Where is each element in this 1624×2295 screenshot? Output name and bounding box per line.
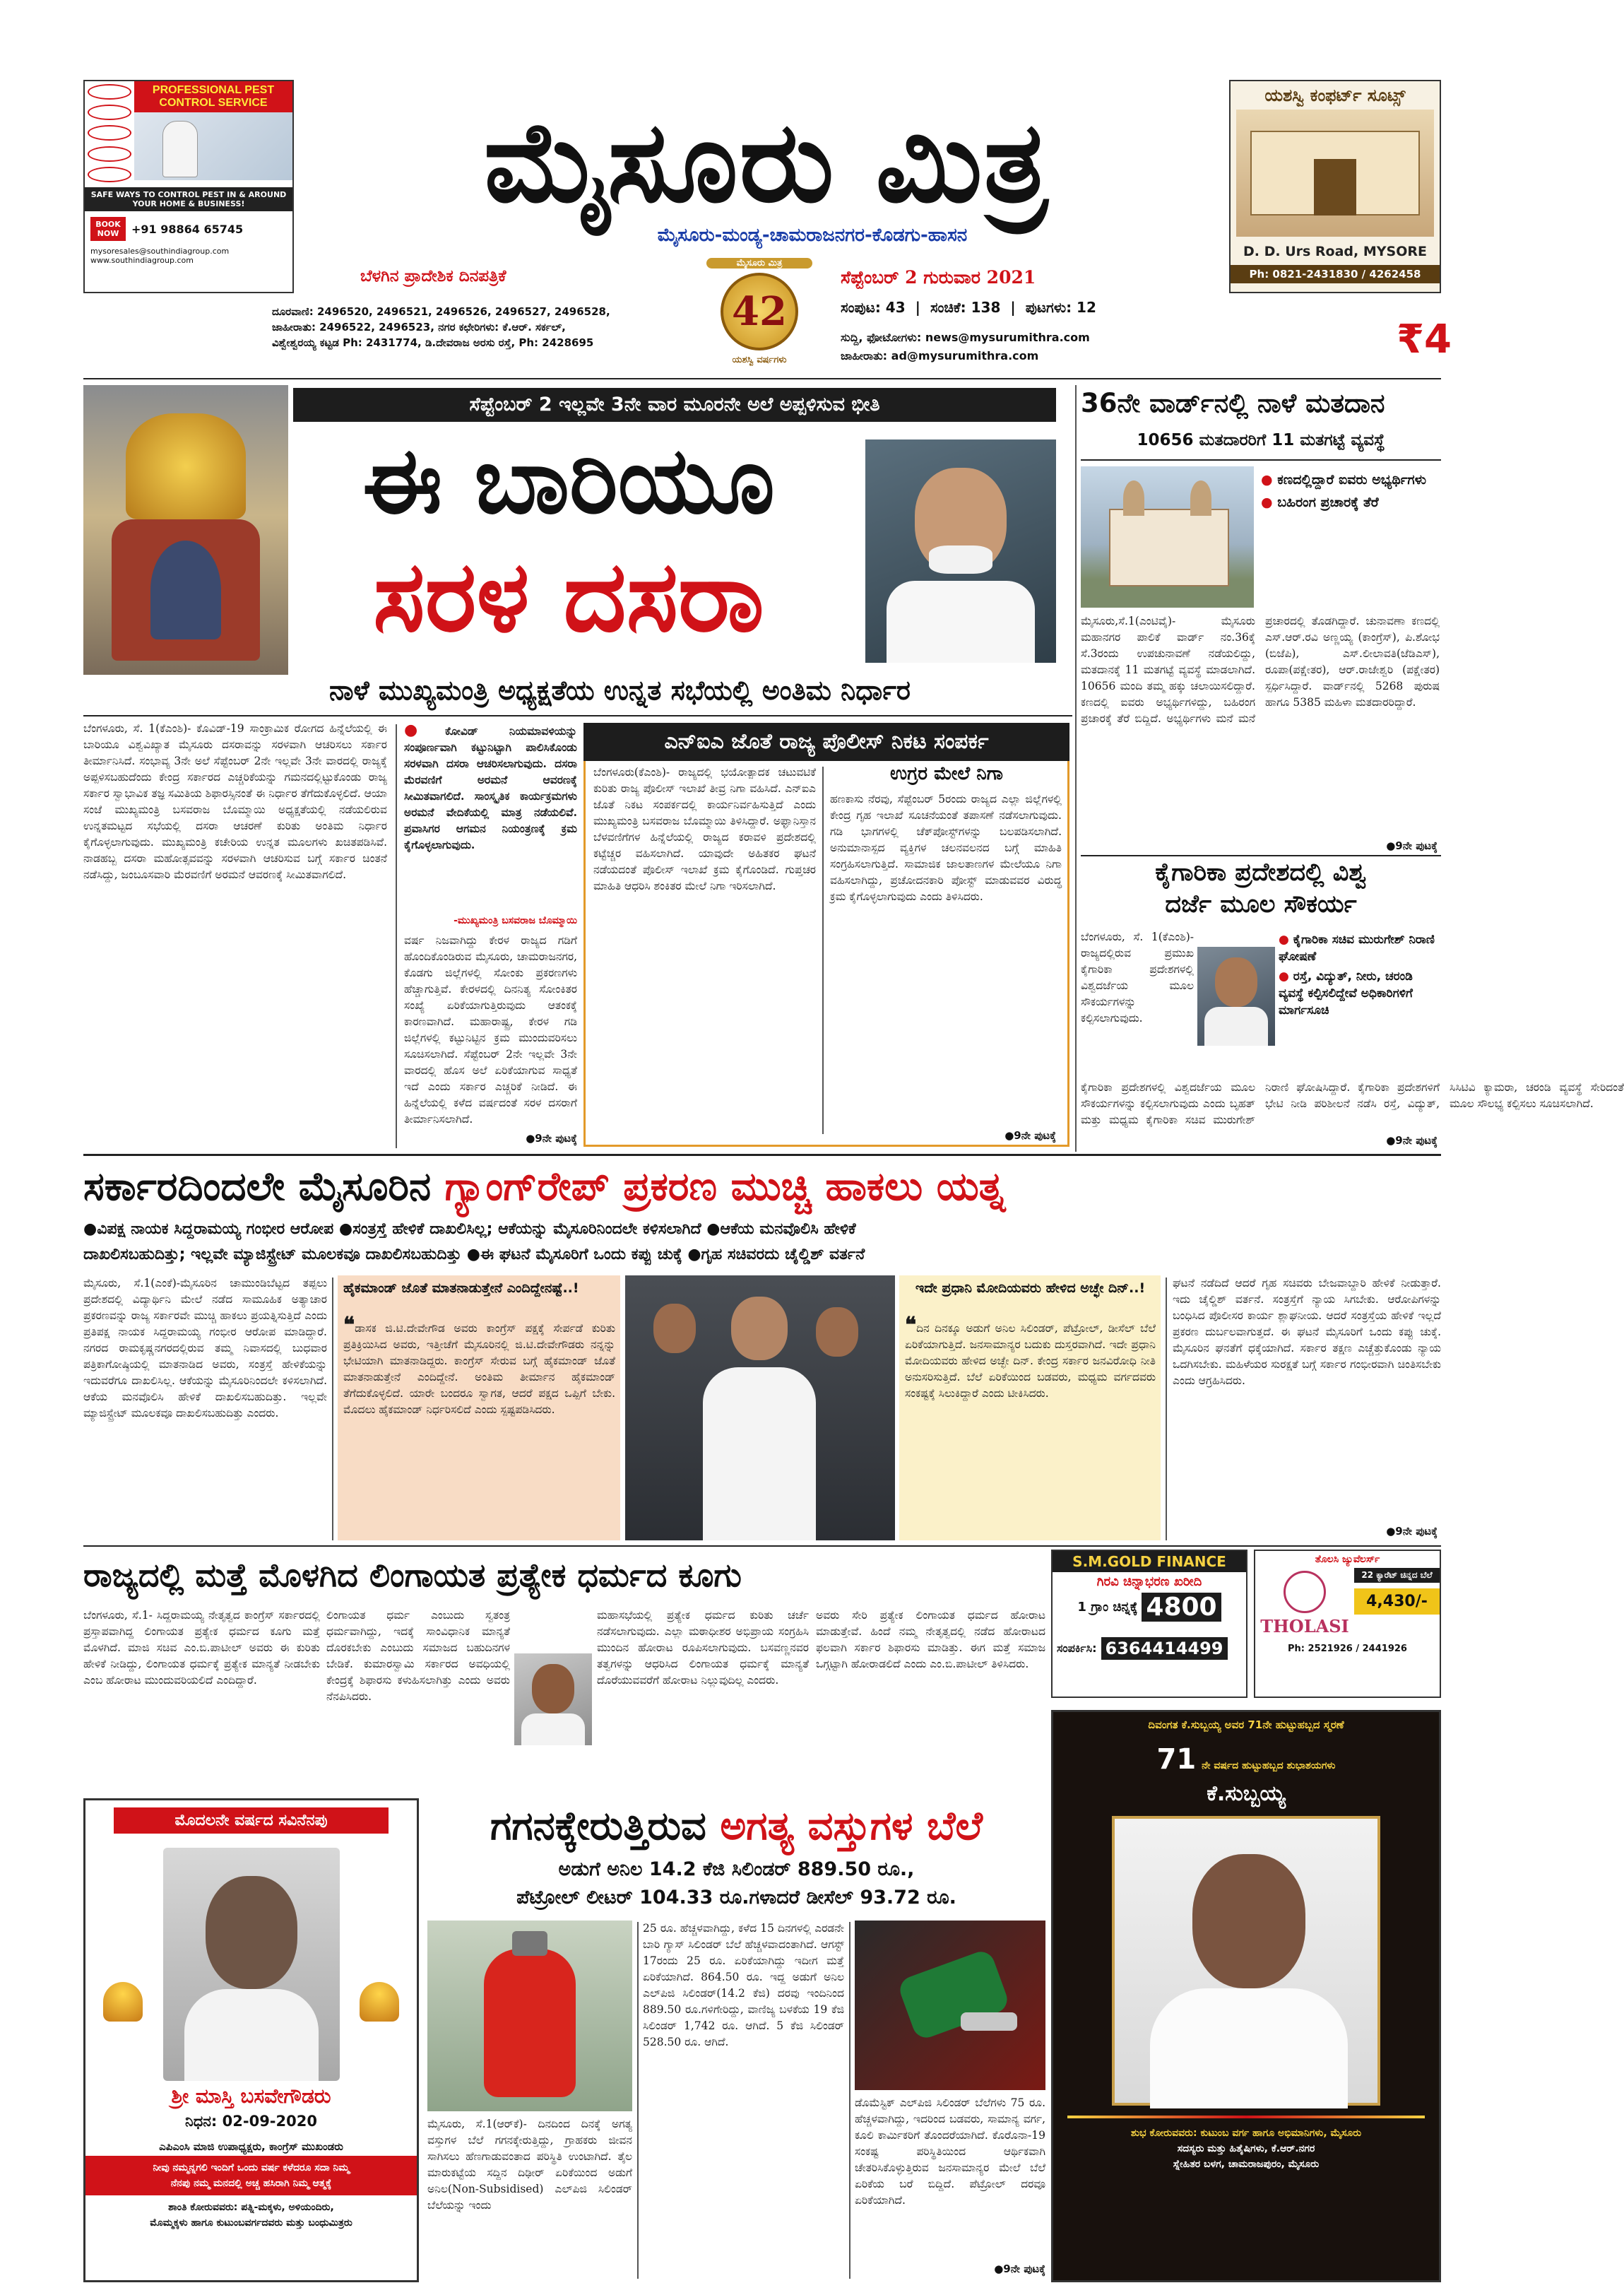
gang-bullets-1: ●ವಿಪಕ್ಷ ನಾಯಕ ಸಿದ್ದರಾಮಯ್ಯ ಗಂಭೀರ ಆರೋಪ ●ಸಂತ್ರಸ್ತೆ ಹೇಳಿಕೆ ದಾಖಲಿಸಿಲ್ಲ; ಆಕೆಯನ್ನು ಮೈಸೂರಿನಿಂದಲೇ ಕಳಿಸಲಾಗಿದೆ ●ಆಕೆಯ ಮನವೊಲಿಸಿ ಹೇಳಿಕೆ bbox=[83, 1220, 856, 1238]
dasara-elephant-photo bbox=[83, 385, 288, 675]
subbaiah-footer-1: ಶುಭ ಕೋರುವವರು: ಕುಟುಂಬ ವರ್ಗ ಹಾಗೂ ಅಭಿಮಾನಿಗಳು, ಮೈಸೂರು bbox=[1130, 2128, 1362, 2139]
ward-bullets bbox=[1261, 470, 1441, 515]
pest-book-button[interactable]: BOOK NOW bbox=[90, 217, 126, 241]
sm-gold-line: ಗಿರವಿ ಚಿನ್ನಾಭರಣ ಖರೀದಿ bbox=[1096, 1574, 1202, 1589]
memorial-msg-1: ನೀವು ನಮ್ಮನ್ನಗಲಿ ಇಂದಿಗೆ ಒಂದು ವರ್ಷ ಕಳೆದರೂ ಸದಾ ನಿಮ್ಮ bbox=[153, 2162, 350, 2173]
ward-bullet-2: ● ಬಹಿರಂಗ ಪ್ರಚಾರಕ್ಕೆ ತೆರೆ bbox=[1261, 495, 1379, 510]
gang-col4-text: ಘಟನೆ ನಡೆದಿದೆ ಆದರೆ ಗೃಹ ಸಚಿವರು ಬೇಜವಾಬ್ದಾರಿ ಹೇಳಿಕೆ ನೀಡುತ್ತಾರೆ. ಇದು ಚೈಲ್ಡಿಶ್ ವರ್ತನೆ. ಸಂತ್ರಸ್ತೆಗೆ ನ್ಯಾಯ ಸಿಗಬೇಕು. ಆರೋಪಿಗಳನ್ನು ಬಂಧಿಸಿದ ಪೊಲೀಸರ ಕಾರ್ಯ ಶ್ಲಾಘನೀಯ. ಆದರೆ ಸಂತ್ರಸ್ತೆಯ ಹೇಳಿಕೆ ಇಲ್ಲದೆ ಪ್ರಕರಣ ದುರ್ಬಲವಾಗುತ್ತದೆ. ಈ ಘಟನೆ ಮೈಸೂರಿಗೆ ಒಂದು ಕಪ್ಪು ಚುಕ್ಕೆ. ಮೈಸೂರಿನ ಘನತೆಗೆ ಧಕ್ಕೆಯಾಗಿದೆ. ಸರ್ಕಾರ ತಕ್ಷಣ ಎಚ್ಚೆತ್ತುಕೊಂಡು ನ್ಯಾಯ ಒದಗಿಸಬೇಕು. ಮಹಿಳೆಯರ ಸುರಕ್ಷತೆ ಬಗ್ಗೆ ಸರ್ಕಾರ ಗಂಭೀರವಾಗಿ ಚಿಂತಿಸಬೇಕು ಎಂದು ಆಗ್ರಹಿಸಿದರು. bbox=[1173, 1277, 1441, 1387]
anniversary-top: ಮೈಸೂರು ಮಿತ್ರ bbox=[706, 258, 812, 269]
lingayat-col1 bbox=[83, 1607, 320, 1795]
memorial-lamp-right-icon bbox=[360, 1982, 399, 2022]
subbaiah-portrait bbox=[1112, 1816, 1380, 2106]
gang-box2-body: ದಿನ ದಿನಕ್ಕೂ ಅಡುಗೆ ಅನಿಲ ಸಿಲಿಂಡರ್, ಪೆಟ್ರೋಲ್, ಡೀಸೆಲ್ ಬೆಲೆ ಏರಿಕೆಯಾಗುತ್ತಿದೆ. ಜನಸಾಮಾನ್ಯರ ಬದುಕು ದುಸ್ತರವಾಗಿದೆ. ಇದೇ ಪ್ರಧಾನಿ ಮೋದಿಯವರು ಹೇಳಿದ ಅಚ್ಛೇ ದಿನ್. ಕೇಂದ್ರ ಸರ್ಕಾರ ಜನವಿರೋಧಿ ನೀತಿ ಅನುಸರಿಸುತ್ತಿದೆ. ಬೆಲೆ ಏರಿಕೆಯಿಂದ ಬಡವರು, ಮಧ್ಯಮ ವರ್ಗದವರು ಸಂಕಷ್ಟಕ್ಕೆ ಸಿಲುಕಿದ್ದಾರೆ ಎಂದು ಟೀಕಿಸಿದರು. bbox=[905, 1322, 1156, 1400]
lingayat-col4-text: ಅವರು ಸೇರಿ ಪ್ರತ್ಯೇಕ ಲಿಂಗಾಯತ ಧರ್ಮದ ಹೋರಾಟ ಮಾಡುತ್ತೇವೆ. ಹಿಂದೆ ನಮ್ಮ ನೇತೃತ್ವದಲ್ಲಿ ನಡೆದ ಹೋರಾಟದ ಫಲವಾಗಿ ಸರ್ಕಾರ ಶಿಫಾರಸು ಮಾಡಿತ್ತು. ಈಗ ಮತ್ತೆ ಸಮಾಜ ಒಗ್ಗಟ್ಟಾಗಿ ಹೋರಾಡಲಿದೆ ಎಂದು ಎಂ.ಬಿ.ಪಾಟೀಲ್ ತಿಳಿಸಿದರು. bbox=[816, 1609, 1045, 1670]
tholasi-offer: 22 ಕ್ಯಾರೆಟ್ ಚಿನ್ನದ ಬೆಲೆ bbox=[1354, 1568, 1440, 1583]
pest-web: www.southindiagroup.com bbox=[90, 256, 194, 265]
prices-byline: ●9ನೇ ಪುಟಕ್ಕೆ bbox=[994, 2262, 1045, 2275]
sm-gold-title: S.M.GOLD FINANCE bbox=[1053, 1551, 1246, 1572]
lead-byline: ●9ನೇ ಪುಟಕ್ಕೆ bbox=[526, 1132, 577, 1145]
lingayat-col2 bbox=[326, 1607, 510, 1795]
prices-headline bbox=[427, 1798, 1045, 1855]
lingayat-col1-text: ಬೆಂಗಳೂರು, ಸೆ.1- ಸಿದ್ದರಾಮಯ್ಯ ನೇತೃತ್ವದ ಕಾಂಗ್ರೆಸ್ ಸರ್ಕಾರದಲ್ಲಿ ಪ್ರಸ್ತಾಪವಾಗಿದ್ದ ಲಿಂಗಾಯತ ಪ್ರತ್ಯೇಕ ಧರ್ಮದ ಕೂಗು ಮತ್ತೆ ಮೊಳಗಿದೆ. ಮಾಜಿ ಸಚಿವ ಎಂ.ಬಿ.ಪಾಟೀಲ್ ಅವರು ಈ ಕುರಿತು ಹೇಳಿಕೆ ನೀಡಿದ್ದು, ಲಿಂಗಾಯತ ಧರ್ಮಕ್ಕೆ ಪ್ರತ್ಯೇಕ ಮಾನ್ಯತೆ ನೀಡಬೇಕು ಎಂಬ ಹೋರಾಟ ಮುಂದುವರಿಯಲಿದೆ ಎಂದಿದ್ದಾರೆ. bbox=[83, 1609, 320, 1687]
nia-subhead: ಉಗ್ರರ ಮೇಲೆ ನಿಗಾ bbox=[890, 763, 1003, 784]
memorial-portrait bbox=[163, 1848, 340, 2081]
mcc-building-photo bbox=[1081, 466, 1254, 608]
nia-byline: ●9ನೇ ಪುಟಕ್ಕೆ bbox=[1004, 1129, 1056, 1142]
siddaramaiah-press-photo bbox=[625, 1275, 895, 1540]
tholasi-name: THOLASI bbox=[1260, 1616, 1349, 1636]
memorial-banner: ಮೊದಲನೇ ವರ್ಷದ ಸವಿನೆನಪು bbox=[114, 1807, 389, 1834]
issue-info: ಸಂಪುಟ: 43 | ಸಂಚಿಕೆ: 138 | ಪುಟಗಳು: 12 bbox=[841, 299, 1096, 316]
anniversary-bottom: ಯಶಸ್ವಿ ವರ್ಷಗಳು bbox=[732, 355, 787, 365]
subbaiah-subtitle: ನೇ ವರ್ಷದ ಹುಟ್ಟುಹಬ್ಬದ ಶುಭಾಶಯಗಳು bbox=[1202, 1760, 1336, 1771]
lead-col2-intro: ●ಕೋವಿಡ್ ನಿಯಮಾವಳಿಯನ್ನು ಸಂಪೂರ್ಣವಾಗಿ ಕಟ್ಟುನಿಟ್ಟಾಗಿ ಪಾಲಿಸಿಕೊಂಡು ಸರಳವಾಗಿ ದಸರಾ ಆಚರಿಸಲಾಗುವುದು. ದಸರಾ ಮೆರವಣಿಗೆ ಅರಮನೆ ಆವರಣಕ್ಕೆ ಸೀಮಿತವಾಗಲಿದೆ. ಸಾಂಸ್ಕೃತಿಕ ಕಾರ್ಯಕ್ರಮಗಳು ಅರಮನೆ ವೇದಿಕೆಯಲ್ಲಿ ಮಾತ್ರ ನಡೆಯಲಿವೆ. ಪ್ರವಾಸಿಗರ ಆಗಮನ ನಿಯಂತ್ರಣಕ್ಕೆ ಕ್ರಮ ಕೈಗೊಳ್ಳಲಾಗುವುದು. bbox=[404, 721, 578, 851]
fuel-nozzle-photo bbox=[855, 1921, 1045, 2090]
pest-ad-title: PROFESSIONAL PEST CONTROL SERVICE bbox=[134, 81, 292, 112]
subbaiah-footer-2: ಸದಸ್ಯರು ಮತ್ತು ಹಿತೈಷಿಗಳು, ಕೆ.ಆರ್.ನಗರ bbox=[1177, 2143, 1315, 2154]
pest-ad-photo bbox=[134, 112, 292, 180]
volume: ಸಂಪುಟ: 43 bbox=[841, 299, 906, 316]
anniversary-number: 42 bbox=[732, 288, 787, 335]
phones-line-2: ಜಾಹೀರಾತು: 2496522, 2496523, ನಗರ ಕಛೇರಿಗಳು: ಕೆ.ಆರ್. ಸರ್ಕಲ್, bbox=[272, 321, 566, 334]
tholasi-sub: ತೊಲಸಿ ಜ್ಯುವೆಲರ್ಸ್ bbox=[1315, 1554, 1380, 1565]
lingayat-col3-text: ಮಹಾಸಭೆಯಲ್ಲಿ ಪ್ರತ್ಯೇಕ ಧರ್ಮದ ಕುರಿತು ಚರ್ಚೆ ನಡೆಸಲಾಗುವುದು. ಎಲ್ಲಾ ಮಠಾಧೀಶರ ಅಭಿಪ್ರಾಯ ಸಂಗ್ರಹಿಸಿ ಮುಂದಿನ ಹೋರಾಟ ರೂಪಿಸಲಾಗುವುದು. ಬಸವಣ್ಣನವರ ತತ್ವಗಳನ್ನು ಆಧರಿಸಿದ ಲಿಂಗಾಯತ ಧರ್ಮಕ್ಕೆ ಮಾನ್ಯತೆ ದೊರೆಯುವವರೆಗೆ ಹೋರಾಟ ನಿಲ್ಲುವುದಿಲ್ಲ ಎಂದರು. bbox=[597, 1609, 809, 1687]
pest-email: mysoresales@southindiagroup.com bbox=[90, 247, 230, 256]
ward-bullet-2-text: ಬಹಿರಂಗ ಪ್ರಚಾರಕ್ಕೆ ತೆರೆ bbox=[1277, 495, 1379, 510]
prices-sub-1: ಅಡುಗೆ ಅನಿಲ 14.2 ಕೆಜಿ ಸಿಲಿಂಡರ್ 889.50 ರೂ., bbox=[558, 1858, 915, 1880]
tholasi-price: 4,430/- bbox=[1354, 1588, 1440, 1615]
mb-patil-photo bbox=[514, 1653, 592, 1745]
minister-nirani-photo bbox=[1197, 947, 1275, 1046]
industrial-intro bbox=[1081, 929, 1194, 1078]
email-ad: ಜಾಹೀರಾತು: ad@mysurumithra.com bbox=[841, 349, 1039, 362]
lead-col2-quote-by: -ಮುಖ್ಯಮಂತ್ರಿ ಬಸವರಾಜ ಬೊಮ್ಮಾಯಿ bbox=[454, 915, 577, 926]
prices-headline-black: ಗಗನಕ್ಕೇರುತ್ತಿರುವ bbox=[490, 1803, 706, 1849]
lead-column-1 bbox=[83, 721, 387, 1148]
nia-col2 bbox=[830, 791, 1062, 1129]
phones-line-3: ವಿಶ್ವೇಶ್ವರಯ್ಯ ಕಟ್ಟಡ Ph: 2431774, ಡಿ.ದೇವರಾಜ ಅರಸು ರಸ್ತೆ, Ph: 2428695 bbox=[272, 336, 594, 349]
memorial-ad bbox=[83, 1798, 419, 2282]
ward-byline: ●9ನೇ ಪುಟಕ್ಕೆ bbox=[1386, 839, 1438, 852]
lingayat-col4 bbox=[816, 1607, 1045, 1795]
memorial-role: ಎಪಿಎಂಸಿ ಮಾಜಿ ಉಪಾಧ್ಯಕ್ಷರು, ಕಾಂಗ್ರೆಸ್ ಮುಖಂಡರು bbox=[159, 2140, 343, 2153]
prices-headline-red: ಅಗತ್ಯ ವಸ್ತುಗಳ ಬೆಲೆ bbox=[720, 1803, 983, 1849]
gang-box1-title: ಹೈಕಮಾಂಡ್ ಜೊತೆ ಮಾತನಾಡುತ್ತೇನೆ ಎಂದಿದ್ದೇನಷ್ಟೆ..! bbox=[343, 1280, 579, 1296]
prices-col3-text: ಡೊಮೆಸ್ಟಿಕ್ ಎಲ್‌ಪಿಜಿ ಸಿಲಿಂಡರ್ ಬೆಲೆಗಳು 75 ರೂ. ಹೆಚ್ಚಳವಾಗಿದ್ದು, ಇದರಿಂದ ಬಡವರು, ಸಾಮಾನ್ಯ ವರ್ಗ, ಕೂಲಿ ಕಾರ್ಮಿಕರಿಗೆ ತೊಂದರೆಯಾಗಿದೆ. ಕೊರೊನಾ-19 ಸಂಕಷ್ಟ ಪರಿಸ್ಥಿತಿಯಿಂದ ಆರ್ಥಿಕವಾಗಿ ಚೇತರಿಸಿಕೊಳ್ಳುತ್ತಿರುವ ಜನಸಾಮಾನ್ಯರ ಮೇಲೆ ಬೆಲೆ ಏರಿಕೆಯ ಬರೆ ಬಿದ್ದಿದೆ. ಪೆಟ್ರೋಲ್ ದರವೂ ಏರಿಕೆಯಾಗಿದೆ. bbox=[855, 2096, 1045, 2207]
nia-kicker: ಎನ್‌ಐಎ ಜೊತೆ ರಾಜ್ಯ ಪೊಲೀಸ್ ನಿಕಟ ಸಂಪರ್ಕ bbox=[583, 723, 1069, 761]
gang-box1-text: ❝ಡಾಸಕ ಜಿ.ಟಿ.ದೇವೇಗೌಡ ಅವರು ಕಾಂಗ್ರೆಸ್ ಪಕ್ಷಕ್ಕೆ ಸೇರ್ಪಡೆ ಕುರಿತು ಪ್ರತಿಕ್ರಿಯಿಸಿದ ಅವರು, ಇತ್ತೀಚೆಗೆ ಮೈಸೂರಿನಲ್ಲಿ ಜಿ.ಟಿ.ದೇವೇಗೌಡರು ನನ್ನನ್ನು ಭೇಟಿಯಾಗಿ ಮಾತನಾಡಿದ್ದರು. ಕಾಂಗ್ರೆಸ್ ಸೇರುವ ಬಗ್ಗೆ ಹೈಕಮಾಂಡ್ ಜೊತೆ ಮಾತನಾಡುತ್ತೇನೆ ಎಂದಿದ್ದೇನೆ. ಅಂತಿಮ ತೀರ್ಮಾನ ಹೈಕಮಾಂಡ್ ತೆಗೆದುಕೊಳ್ಳಲಿದೆ. ಯಾರೇ ಬಂದರೂ ಸ್ವಾಗತ, ಆದರೆ ಪಕ್ಷದ ಒಪ್ಪಿಗೆ ಬೇಕು. ಮೊದಲು ಹೈಕಮಾಂಡ್ ನಿರ್ಧರಿಸಲಿದೆ ಎಂದು ಸ್ಪಷ್ಟಪಡಿಸಿದರು. bbox=[343, 1313, 615, 1416]
sm-gold-contact-label: ಸಂಪರ್ಕಿಸಿ: bbox=[1057, 1641, 1097, 1655]
lead-col2-body: ವರ್ಷ ನಿಜವಾಗಿದ್ದು ಕೇರಳ ರಾಜ್ಯದ ಗಡಿಗೆ ಹೊಂದಿಕೊಂಡಿರುವ ಮೈಸೂರು, ಚಾಮರಾಜನಗರ, ಕೊಡಗು ಜಿಲ್ಲೆಗಳಲ್ಲಿ ಸೋಂಕು ಪ್ರಕರಣಗಳು ಹೆಚ್ಚಾಗುತ್ತಿವೆ. ಕೇರಳದಲ್ಲಿ ದಿನನಿತ್ಯ ಸೋಂಕಿತರ ಸಂಖ್ಯೆ ಏರಿಕೆಯಾಗುತ್ತಿರುವುದು ಆತಂಕಕ್ಕೆ ಕಾರಣವಾಗಿದೆ. ಮಹಾರಾಷ್ಟ್ರ, ಕೇರಳ ಗಡಿ ಜಿಲ್ಲೆಗಳಲ್ಲಿ ಕಟ್ಟುನಿಟ್ಟಿನ ಕ್ರಮ ಮುಂದುವರಿಸಲು ಸೂಚಿಸಲಾಗಿದೆ. ಸೆಪ್ಟೆಂಬರ್ 2ನೇ ಇಲ್ಲವೇ 3ನೇ ವಾರದಲ್ಲಿ ಹೊಸ ಅಲೆ ಏರಿಕೆಯಾಗುವ ಸಾಧ್ಯತೆ ಇದೆ ಎಂದು ಸರ್ಕಾರ ಎಚ್ಚರಿಕೆ ನೀಡಿದೆ. ಈ ಹಿನ್ನೆಲೆಯಲ್ಲಿ ಕಳೆದ ವರ್ಷದಂತೆ ಸರಳ ದಸರಾಗೆ ತೀರ್ಮಾನಿಸಲಾಗಿದೆ. bbox=[404, 934, 577, 1126]
ward-bullet-1-text: ಕಣದಲ್ಲಿದ್ದಾರೆ ಐವರು ಅಭ್ಯರ್ಥಿಗಳು bbox=[1277, 472, 1427, 488]
sm-gold-gram: 1 ಗ್ರಾಂ ಚಿನ್ನಕ್ಕೆ bbox=[1077, 1600, 1138, 1615]
gang-byline: ●9ನೇ ಪುಟಕ್ಕೆ bbox=[1386, 1525, 1438, 1538]
anniversary-badge bbox=[706, 258, 812, 378]
prices-col2 bbox=[643, 1921, 844, 2277]
memorial-lamp-left-icon bbox=[103, 1982, 143, 2022]
sm-gold-rate: 4800 bbox=[1142, 1593, 1221, 1622]
prices-col1-text: ಮೈಸೂರು, ಸೆ.1(ಆರ್‌ಕೆ)- ದಿನದಿಂದ ದಿನಕ್ಕೆ ಅಗತ್ಯ ವಸ್ತುಗಳ ಬೆಲೆ ಗಗನಕ್ಕೇರುತ್ತಿದ್ದು, ಗ್ರಾಹಕರು ಜೀವನ ಸಾಗಿಸಲು ಹೆಣಗಾಡುವಂತಾದ ಪರಿಸ್ಥಿತಿ ಉಂಟಾಗಿದೆ. ತೈಲ ಮಾರುಕಟ್ಟೆಯ ಸದ್ದಿನ ದಿಢೀರ್ ಏರಿಕೆಯಿಂದ ಅಡುಗೆ ಅನಿಲ(Non-Subsidised) ಎಲ್‌ಪಿಜಿ ಸಿಲಿಂಡರ್ ಬೆಲೆಯನ್ನು ಇಂದು bbox=[427, 2118, 632, 2212]
pages: ಪುಟಗಳು: 12 bbox=[1025, 299, 1096, 316]
memorial-msg-2: ನೆನಪು ನಮ್ಮ ಮನದಲ್ಲಿ ಅಚ್ಚ ಹಸಿರಾಗಿ ನಿಮ್ಮ ಆತ್ಮಕ್ಕೆ bbox=[170, 2178, 332, 2189]
industrial-bullet-2: ● ರಸ್ತೆ, ವಿದ್ಯುತ್, ನೀರು, ಚರಂಡಿ ವ್ಯವಸ್ಥೆ ಕಲ್ಪಿಸಲಿದ್ದೇವೆ ಅಧಿಕಾರಿಗಳಿಗೆ ಮಾರ್ಗಸೂಚಿ bbox=[1279, 969, 1413, 1017]
gang-box1-body: ಡಾಸಕ ಜಿ.ಟಿ.ದೇವೇಗೌಡ ಅವರು ಕಾಂಗ್ರೆಸ್ ಪಕ್ಷಕ್ಕೆ ಸೇರ್ಪಡೆ ಕುರಿತು ಪ್ರತಿಕ್ರಿಯಿಸಿದ ಅವರು, ಇತ್ತೀಚೆಗೆ ಮೈಸೂರಿನಲ್ಲಿ ಜಿ.ಟಿ.ದೇವೇಗೌಡರು ನನ್ನನ್ನು ಭೇಟಿಯಾಗಿ ಮಾತನಾಡಿದ್ದರು. ಕಾಂಗ್ರೆಸ್ ಸೇರುವ ಬಗ್ಗೆ ಹೈಕಮಾಂಡ್ ಜೊತೆ ಮಾತನಾಡುತ್ತೇನೆ ಎಂದಿದ್ದೇನೆ. ಅಂತಿಮ ತೀರ್ಮಾನ ಹೈಕಮಾಂಡ್ ತೆಗೆದುಕೊಳ್ಳಲಿದೆ. ಯಾರೇ ಬಂದರೂ ಸ್ವಾಗತ, ಆದರೆ ಪಕ್ಷದ ಒಪ್ಪಿಗೆ ಬೇಕು. ಮೊದಲು ಹೈಕಮಾಂಡ್ ನಿರ್ಧರಿಸಲಿದೆ ಎಂದು ಸ್ಪಷ್ಟಪಡಿಸಿದರು. bbox=[343, 1322, 615, 1416]
gang-col1-text: ಮೈಸೂರು, ಸೆ.1(ಎಂಕೆ)-ಮೈಸೂರಿನ ಚಾಮುಂಡಿಬೆಟ್ಟದ ತಪ್ಪಲು ಪ್ರದೇಶದಲ್ಲಿ ವಿದ್ಯಾರ್ಥಿನಿ ಮೇಲೆ ನಡೆದ ಸಾಮೂಹಿಕ ಅತ್ಯಾಚಾರ ಪ್ರಕರಣವನ್ನು ರಾಜ್ಯ ಸರ್ಕಾರವೇ ಮುಚ್ಚಿ ಹಾಕಲು ಪ್ರಯತ್ನಿಸುತ್ತಿದೆ ಎಂದು ಪ್ರತಿಪಕ್ಷ ನಾಯಕ ಸಿದ್ದರಾಮಯ್ಯ ಗಂಭೀರ ಆರೋಪ ಮಾಡಿದ್ದಾರೆ. ನಗರದ ರಾಮಕೃಷ್ಣನಗರದಲ್ಲಿರುವ ತಮ್ಮ ನಿವಾಸದಲ್ಲಿ ಬುಧವಾರ ಪತ್ರಿಕಾಗೋಷ್ಠಿಯಲ್ಲಿ ಮಾತನಾಡಿದ ಅವರು, ಸಂತ್ರಸ್ತೆ ಹೇಳಿಕೆಯನ್ನು ಇದುವರೆಗೂ ದಾಖಲಿಸಿಲ್ಲ. ಆಕೆಯನ್ನು ಮೈಸೂರಿನಿಂದಲೇ ಕಳಿಸಲಾಗಿದೆ. ಆಕೆಯ ಮನವೊಲಿಸಿ ಹೇಳಿಕೆ ದಾಖಲಿಸಬಹುದಿತ್ತು. ಇಲ್ಲವೇ ಮ್ಯಾಜಿಸ್ಟ್ರೇಟ್ ಮೂಲಕವೂ ದಾಖಲಿಸಬಹುದಿತ್ತು ಎಂದರು. bbox=[83, 1277, 327, 1420]
prices-sub-2: ಪೆಟ್ರೋಲ್ ಲೀಟರ್ 104.33 ರೂ.ಗಳಾದರೆ ಡೀಸೆಲ್ 93.72 ರೂ. bbox=[516, 1887, 956, 1908]
industrial-bullet-2-text: ರಸ್ತೆ, ವಿದ್ಯುತ್, ನೀರು, ಚರಂಡಿ ವ್ಯವಸ್ಥೆ ಕಲ್ಪಿಸಲಿದ್ದೇವೆ ಅಧಿಕಾರಿಗಳಿಗೆ ಮಾರ್ಗಸೂಚಿ bbox=[1279, 969, 1413, 1017]
lead-col2-text bbox=[404, 933, 577, 1134]
lead-col2-intro-text: ಕೋವಿಡ್ ನಿಯಮಾವಳಿಯನ್ನು ಸಂಪೂರ್ಣವಾಗಿ ಕಟ್ಟುನಿಟ್ಟಾಗಿ ಪಾಲಿಸಿಕೊಂಡು ಸರಳವಾಗಿ ದಸರಾ ಆಚರಿಸಲಾಗುವುದು. ದಸರಾ ಮೆರವಣಿಗೆ ಅರಮನೆ ಆವರಣಕ್ಕೆ ಸೀಮಿತವಾಗಲಿದೆ. ಸಾಂಸ್ಕೃತಿಕ ಕಾರ್ಯಕ್ರಮಗಳು ಅರಮನೆ ವೇದಿಕೆಯಲ್ಲಿ ಮಾತ್ರ ನಡೆಯಲಿವೆ. ಪ್ರವಾಸಿಗರ ಆಗಮನ ನಿಯಂತ್ರಣಕ್ಕೆ ಕ್ರಮ ಕೈಗೊಳ್ಳಲಾಗುವುದು. bbox=[404, 724, 578, 851]
gang-col4 bbox=[1173, 1275, 1441, 1523]
gang-bullets-2: ದಾಖಲಿಸಬಹುದಿತ್ತು; ಇಲ್ಲವೇ ಮ್ಯಾಜಿಸ್ಟ್ರೇಟ್ ಮೂಲಕವೂ ದಾಖಲಿಸಬಹುದಿತ್ತು ●ಈ ಘಟನೆ ಮೈಸೂರಿಗೆ ಒಂದು ಕಪ್ಪು ಚುಕ್ಕೆ ●ಗೃಹ ಸಚಿವರದು ಚೈಲ್ಡಿಶ್ ವರ್ತನೆ bbox=[83, 1246, 865, 1263]
subbaiah-number: 71 bbox=[1156, 1743, 1197, 1776]
ward-text bbox=[1081, 613, 1440, 839]
nia-col2-text: ಹಣಕಾಸು ನೆರವು, ಸೆಪ್ಟೆಂಬರ್ 5ರಂದು ರಾಜ್ಯದ ಎಲ್ಲಾ ಜಿಲ್ಲೆಗಳಲ್ಲಿ ಕೇಂದ್ರ ಗೃಹ ಇಲಾಖೆ ಸೂಚನೆಯಂತೆ ತಪಾಸಣೆ ನಡೆಸಲಾಗುವುದು. ಗಡಿ ಭಾಗಗಳಲ್ಲಿ ಚೆಕ್‌ಪೋಸ್ಟ್‌ಗಳನ್ನು ಬಲಪಡಿಸಲಾಗಿದೆ. ಅನುಮಾನಾಸ್ಪದ ವ್ಯಕ್ತಿಗಳ ಚಲನವಲನದ ಬಗ್ಗೆ ಮಾಹಿತಿ ಸಂಗ್ರಹಿಸಲಾಗುತ್ತಿದೆ. ಸಾಮಾಜಿಕ ಜಾಲತಾಣಗಳ ಮೇಲೆಯೂ ನಿಗಾ ವಹಿಸಲಾಗಿದ್ದು, ಪ್ರಚೋದನಕಾರಿ ಪೋಸ್ಟ್ ಮಾಡುವವರ ವಿರುದ್ಧ ಕ್ರಮ ಕೈಗೊಳ್ಳಲಾಗುವುದು ಎಂದು ತಿಳಿಸಿದರು. bbox=[830, 793, 1062, 903]
yashaswi-ad bbox=[1229, 80, 1441, 293]
masthead-date: ಸೆಪ್ಟೆಂಬರ್ 2 ಗುರುವಾರ 2021 bbox=[841, 267, 1036, 288]
memorial-msg-3: ಶಾಂತಿ ಕೋರುವವರು: ಪತ್ನಿ-ಮಕ್ಕಳು, ಅಳಿಯಂದಿರು, bbox=[168, 2202, 334, 2213]
gang-headline bbox=[83, 1159, 1441, 1215]
subbaiah-name: ಕೆ.ಸುಬ್ಬಯ್ಯ bbox=[1207, 1781, 1286, 1806]
gang-box2-text: ❝ದಿನ ದಿನಕ್ಕೂ ಅಡುಗೆ ಅನಿಲ ಸಿಲಿಂಡರ್, ಪೆಟ್ರೋಲ್, ಡೀಸೆಲ್ ಬೆಲೆ ಏರಿಕೆಯಾಗುತ್ತಿದೆ. ಜನಸಾಮಾನ್ಯರ ಬದುಕು ದುಸ್ತರವಾಗಿದೆ. ಇದೇ ಪ್ರಧಾನಿ ಮೋದಿಯವರು ಹೇಳಿದ ಅಚ್ಛೇ ದಿನ್. ಕೇಂದ್ರ ಸರ್ಕಾರ ಜನವಿರೋಧಿ ನೀತಿ ಅನುಸರಿಸುತ್ತಿದೆ. ಬೆಲೆ ಏರಿಕೆಯಿಂದ ಬಡವರು, ಮಧ್ಯಮ ವರ್ಗದವರು ಸಂಕಷ್ಟಕ್ಕೆ ಸಿಲುಕಿದ್ದಾರೆ ಎಂದು ಟೀಕಿಸಿದರು. bbox=[905, 1313, 1156, 1400]
tholasi-ad bbox=[1254, 1550, 1441, 1698]
industrial-body: ಕೈಗಾರಿಕಾ ಪ್ರದೇಶಗಳಲ್ಲಿ ವಿಶ್ವದರ್ಜೆಯ ಮೂಲ ಸೌಕರ್ಯಗಳನ್ನು ಕಲ್ಪಿಸಲಾಗುವುದು ಎಂದು ಬೃಹತ್ ಮತ್ತು ಮಧ್ಯಮ ಕೈಗಾರಿಕಾ ಸಚಿವ ಮುರುಗೇಶ್ ನಿರಾಣಿ ಘೋಷಿಸಿದ್ದಾರೆ. ಕೈಗಾರಿಕಾ ಪ್ರದೇಶಗಳಿಗೆ ಭೇಟಿ ನೀಡಿ ಪರಿಶೀಲನೆ ನಡೆಸಿ ರಸ್ತೆ, ವಿದ್ಯುತ್, ಸಿಸಿಟಿವಿ ಕ್ಯಾಮರಾ, ಚರಂಡಿ ವ್ಯವಸ್ಥೆ ಸೇರಿದಂತೆ ಮೂಲ ಸೌಲಭ್ಯ ಕಲ್ಪಿಸಲು ಸೂಚಿಸಲಾಗಿದೆ. bbox=[1081, 1081, 1624, 1126]
ward-subhead: 10656 ಮತದಾರರಿಗೆ 11 ಮತಗಟ್ಟೆ ವ್ಯವಸ್ಥೆ bbox=[1137, 431, 1385, 449]
pest-ad-line: SAFE WAYS TO CONTROL PEST IN & AROUND YOUR HOME & BUSINESS! bbox=[85, 187, 292, 211]
nia-col1 bbox=[593, 765, 816, 1132]
chief-minister-photo bbox=[865, 439, 1056, 663]
contact-phones bbox=[272, 304, 696, 350]
memorial-name: ಶ್ರೀ ಮಾಸ್ತಿ ಬಸವೇಗೌಡರು bbox=[171, 2084, 331, 2108]
ward-headline: 36ನೇ ವಾರ್ಡ್‌ನಲ್ಲಿ ನಾಳೆ ಮತದಾನ bbox=[1081, 388, 1385, 418]
subbaiah-ad bbox=[1051, 1710, 1441, 2282]
pest-phone: +91 98864 65745 bbox=[131, 222, 244, 236]
subbaiah-banner: ದಿವಂಗತ ಕೆ.ಸುಬ್ಬಯ್ಯ ಅವರ 71ನೇ ಹುಟ್ಟುಹಬ್ಬದ ಸ್ಮರಣೆ bbox=[1148, 1718, 1344, 1731]
masthead-title: ಮೈಸೂರು ಮಿತ್ರ bbox=[484, 98, 1049, 228]
masthead-regions: ಮೈಸೂರು-ಮಂಡ್ಯ-ಚಾಮರಾಜನಗರ-ಕೊಡಗು-ಹಾಸನ bbox=[657, 225, 968, 246]
gang-headline-black: ಸರ್ಕಾರದಿಂದಲೇ ಮೈಸೂರಿನ bbox=[83, 1164, 432, 1210]
industrial-bullet-1: ● ಕೈಗಾರಿಕಾ ಸಚಿವ ಮುರುಗೇಶ್ ನಿರಾಣಿ ಘೋಷಣೆ bbox=[1279, 933, 1435, 964]
tholasi-phone: Ph: 2521926 / 2441926 bbox=[1288, 1644, 1407, 1654]
lingayat-col3 bbox=[597, 1607, 809, 1795]
sm-gold-ad bbox=[1051, 1550, 1247, 1698]
memorial-msg-4: ಮೊಮ್ಮಕ್ಕಳು ಹಾಗೂ ಕುಟುಂಬವರ್ಗದವರು ಮತ್ತು ಬಂಧುಮಿತ್ರರು bbox=[150, 2217, 352, 2229]
industrial-intro-text: ಬೆಂಗಳೂರು, ಸೆ. 1(ಕೆಎಂಶಿ)- ರಾಜ್ಯದಲ್ಲಿರುವ ಪ್ರಮುಖ ಕೈಗಾರಿಕಾ ಪ್ರದೇಶಗಳಲ್ಲಿ ವಿಶ್ವದರ್ಜೆಯ ಮೂಲ ಸೌಕರ್ಯಗಳನ್ನು ಕಲ್ಪಿಸಲಾಗುವುದು. bbox=[1081, 931, 1194, 1025]
ward-body: ಮೈಸೂರು,ಸೆ.1(ಎಂಟಿವೈ)- ಮೈಸೂರು ಮಹಾನಗರ ಪಾಲಿಕೆ ವಾರ್ಡ್ ನಂ.36ಕ್ಕೆ ಸೆ.3ರಂದು ಉಪಚುನಾವಣೆ ನಡೆಯಲಿದ್ದು, ಮತದಾನಕ್ಕೆ 11 ಮತಗಟ್ಟೆ ವ್ಯವಸ್ಥೆ ಮಾಡಲಾಗಿದೆ. 10656 ಮಂದಿ ತಮ್ಮ ಹಕ್ಕು ಚಲಾಯಿಸಲಿದ್ದಾರೆ. ಕಣದಲ್ಲಿ ಐವರು ಅಭ್ಯರ್ಥಿಗಳಿದ್ದು, ಬಹಿರಂಗ ಪ್ರಚಾರಕ್ಕೆ ತೆರೆ ಬಿದ್ದಿದೆ. ಅಭ್ಯರ್ಥಿಗಳು ಮನೆ ಮನೆ ಪ್ರಚಾರದಲ್ಲಿ ತೊಡಗಿದ್ದಾರೆ. ಚುನಾವಣಾ ಕಣದಲ್ಲಿ ಎಸ್.ಆರ್.ರವಿ ಅಣ್ಣಯ್ಯ (ಕಾಂಗ್ರೆಸ್), ಪಿ.ಶೋಭ (ಬಿಜೆಪಿ), ಎಸ್.ಲೀಲಾವತಿ(ಜೆಡಿಎಸ್), ರೂಪಾ(ಪಕ್ಷೇತರ), ಆರ್.ರಾಜೇಶ್ವರಿ (ಪಕ್ಷೇತರ) ಸ್ಪರ್ಧಿಸಿದ್ದಾರೆ. ವಾರ್ಡ್‌ನಲ್ಲಿ 5268 ಪುರುಷ ಹಾಗೂ 5385 ಮಹಿಳಾ ಮತದಾರರಿದ್ದಾರೆ. bbox=[1081, 615, 1440, 725]
industrial-headline-1: ಕೈಗಾರಿಕಾ ಪ್ರದೇಶದಲ್ಲಿ ವಿಶ್ವ bbox=[1155, 859, 1367, 887]
gang-headline-red: ಗ್ಯಾಂಗ್‌ರೇಪ್ ಪ್ರಕರಣ ಮುಚ್ಚಿ ಹಾಕಲು ಯತ್ನ bbox=[444, 1164, 1005, 1210]
email-news: ಸುದ್ದಿ, ಫೋಟೋಗಳು: news@mysurumithra.com bbox=[841, 331, 1090, 344]
prices-col3 bbox=[855, 2095, 1045, 2261]
lead-kicker: ಸೆಪ್ಟೆಂಬರ್ 2 ಇಲ್ಲವೇ 3ನೇ ವಾರ ಮೂರನೇ ಅಲೆ ಅಪ್ಪಳಿಸುವ ಭೀತಿ bbox=[293, 388, 1056, 422]
memorial-date: ನಿಧನ: 02-09-2020 bbox=[185, 2113, 317, 2130]
subbaiah-footer-3: ಸ್ನೇಹಿತರ ಬಳಗ, ಚಾಮರಾಜಪುರಂ, ಮೈಸೂರು bbox=[1173, 2159, 1320, 2170]
prices-col2-text: 25 ರೂ. ಹೆಚ್ಚಳವಾಗಿದ್ದು, ಕಳೆದ 15 ದಿನಗಳಲ್ಲಿ ಎರಡನೇ ಬಾರಿ ಗ್ಯಾಸ್ ಸಿಲಿಂಡರ್ ಬೆಲೆ ಹೆಚ್ಚಳವಾದಂತಾಗಿದೆ. ಆಗಸ್ಟ್ 17ರಂದು 25 ರೂ. ಏರಿಕೆಯಾಗಿದ್ದು ಇದೀಗ ಮತ್ತೆ ಏರಿಕೆಯಾಗಿದೆ. 864.50 ರೂ. ಇದ್ದ ಅಡುಗೆ ಅನಿಲ ಎಲ್‌ಪಿಜಿ ಸಿಲಿಂಡರ್(14.2 ಕೆಜಿ) ದರವು ಇಂದಿನಿಂದ 889.50 ರೂ.ಗಳಿಗೇರಿದ್ದು, ವಾಣಿಜ್ಯ ಬಳಕೆಯ 19 ಕೆಜಿ ಸಿಲಿಂಡರ್ 1,742 ರೂ. ಆಗಿದೆ. 5 ಕೆಜಿ ಸಿಲಿಂಡರ್ 528.50 ರೂ. ಆಗಿದೆ. bbox=[643, 1922, 844, 2048]
pest-control-ad bbox=[83, 80, 294, 293]
prices-col1 bbox=[427, 2116, 632, 2279]
lead-subhead: ನಾಳೆ ಮುಖ್ಯಮಂತ್ರಿ ಅಧ್ಯಕ್ಷತೆಯ ಉನ್ನತ ಸಭೆಯಲ್ಲಿ ಅಂತಿಮ ನಿರ್ಧಾರ bbox=[329, 675, 911, 706]
tholasi-logo-icon bbox=[1284, 1571, 1326, 1613]
industrial-bullets bbox=[1279, 931, 1441, 1022]
phones-line-1: ದೂರವಾಣಿ: 2496520, 2496521, 2496526, 2496527, 2496528, bbox=[272, 305, 610, 318]
issue: ಸಂಚಿಕೆ: 138 bbox=[930, 299, 1001, 316]
gas-cylinder-photo bbox=[427, 1921, 632, 2111]
yashaswi-title: ಯಶಸ್ವಿ ಕಂಫರ್ಟ್ ಸೂಟ್ಸ್ bbox=[1264, 85, 1406, 105]
sm-gold-phone: 6364414499 bbox=[1101, 1637, 1228, 1660]
lingayat-headline: ರಾಜ್ಯದಲ್ಲಿ ಮತ್ತೆ ಮೊಳಗಿದ ಲಿಂಗಾಯತ ಪ್ರತ್ಯೇಕ ಧರ್ಮದ ಕೂಗು bbox=[83, 1556, 742, 1594]
industrial-bullet-1-text: ಕೈಗಾರಿಕಾ ಸಚಿವ ಮುರುಗೇಶ್ ನಿರಾಣಿ ಘೋಷಣೆ bbox=[1279, 933, 1435, 964]
gang-box2-title: ಇದೇ ಪ್ರಧಾನಿ ಮೋದಿಯವರು ಹೇಳಿದ ಅಚ್ಛೇ ದಿನ್..! bbox=[915, 1280, 1146, 1296]
industrial-headline-2: ದರ್ಜೆ ಮೂಲ ಸೌಕರ್ಯ bbox=[1165, 890, 1357, 919]
lead-headline-2: ಸರಳ ದಸರಾ bbox=[373, 540, 764, 654]
lingayat-col2-text: ಲಿಂಗಾಯತ ಧರ್ಮ ಎಂಬುದು ಸ್ವತಂತ್ರ ಧರ್ಮವಾಗಿದ್ದು, ಇದಕ್ಕೆ ಸಾಂವಿಧಾನಿಕ ಮಾನ್ಯತೆ ದೊರಕಬೇಕು ಎಂಬುದು ಸಮಾಜದ ಬಹುದಿನಗಳ ಬೇಡಿಕೆ. ಕುಮಾರಸ್ವಾಮಿ ಸರ್ಕಾರದ ಅವಧಿಯಲ್ಲಿ ಕೇಂದ್ರಕ್ಕೆ ಶಿಫಾರಸು ಕಳುಹಿಸಲಾಗಿತ್ತು ಎಂದು ಅವರು ನೆನಪಿಸಿದರು. bbox=[326, 1609, 510, 1703]
industrial-text bbox=[1081, 1080, 1624, 1136]
yashaswi-phone: Ph: 0821-2431830 / 4262458 bbox=[1231, 265, 1440, 283]
yashaswi-address: D. D. Urs Road, MYSORE bbox=[1243, 244, 1427, 259]
emails bbox=[841, 329, 1236, 365]
lead-col1-text: ಬೆಂಗಳೂರು, ಸೆ. 1(ಕೆಎಂಶಿ)- ಕೊವಿಡ್-19 ಸಾಂಕ್ರಾಮಿಕ ರೋಗದ ಹಿನ್ನೆಲೆಯಲ್ಲಿ ಈ ಬಾರಿಯೂ ವಿಶ್ವವಿಖ್ಯಾತ ಮೈಸೂರು ದಸರಾವನ್ನು ಸರಳವಾಗಿ ಆಚರಿಸಲು ಸರ್ಕಾರ ತೀರ್ಮಾನಿಸಿದೆ. ಸಂಭಾವ್ಯ 3ನೇ ಅಲೆ ಸೆಪ್ಟೆಂಬರ್ 2ನೇ ಇಲ್ಲವೇ 3ನೇ ವಾರದಲ್ಲಿ ರಾಜ್ಯಕ್ಕೆ ಅಪ್ಪಳಿಸಬಹುದೆಂದು ಕೇಂದ್ರ ಸರ್ಕಾರದ ಎಚ್ಚರಿಕೆಯನ್ನು ಗಮನದಲ್ಲಿಟ್ಟುಕೊಂಡು ರಾಜ್ಯ ಸರ್ಕಾರ ಸ್ವಾಭಾವಿಕ ತಜ್ಞ ಸಮಿತಿಯ ಶಿಫಾರಸ್ಸಿನಂತೆ ಈ ನಿರ್ಧಾರ ತೆಗೆದುಕೊಳ್ಳಲಿದೆ. ಆಯಾ ಸಂಜೆ ಮುಖ್ಯಮಂತ್ರಿ ಬಸವರಾಜ ಬೊಮ್ಮಾಯಿ ಅಧ್ಯಕ್ಷತೆಯಲ್ಲಿ ನಡೆಯಲಿರುವ ಉನ್ನತಮಟ್ಟದ ಸಭೆಯಲ್ಲಿ ದಸರಾ ಆಚರಣೆ ಕುರಿತು ಅಂತಿಮ ನಿರ್ಧಾರ ಕೈಗೊಳ್ಳಲಾಗುವುದು. ಮುಖ್ಯಮಂತ್ರಿ ಕಚೇರಿಯ ಉನ್ನತ ಮೂಲಗಳು ಖಚಿತಪಡಿಸಿವೆ. ನಾಡಹಬ್ಬ ದಸರಾ ಮಹೋತ್ಸವವನ್ನು ಸರಳವಾಗಿ ಆಚರಿಸುವ ಬಗ್ಗೆ ಸರ್ಕಾರ ಚಿಂತನೆ ನಡೆಸಿದ್ದು, ಜಂಬೂಸವಾರಿ ಮೆರವಣಿಗೆ ಅರಮನೆ ಆವರಣಕ್ಕೆ ಸೀಮಿತವಾಗಲಿದೆ. bbox=[83, 722, 387, 881]
price: ₹4 bbox=[1397, 317, 1452, 362]
lead-headline-1: ಈ ಬಾರಿಯೂ bbox=[362, 427, 775, 534]
masthead-tagline: ಬೆಳಗಿನ ಪ್ರಾದೇಶಿಕ ದಿನಪತ್ರಿಕೆ bbox=[360, 267, 506, 285]
yashaswi-photo bbox=[1236, 110, 1434, 237]
gang-col1 bbox=[83, 1275, 327, 1540]
pest-icons bbox=[85, 81, 134, 187]
industrial-byline: ●9ನೇ ಪುಟಕ್ಕೆ bbox=[1386, 1134, 1438, 1147]
ward-bullet-1: ● ಕಣದಲ್ಲಿದ್ದಾರೆ ಐವರು ಅಭ್ಯರ್ಥಿಗಳು bbox=[1261, 472, 1427, 488]
nia-col1-text: ಬೆಂಗಳೂರು(ಕೆಎಂಶಿ)- ರಾಜ್ಯದಲ್ಲಿ ಭಯೋತ್ಪಾದಕ ಚಟುವಟಿಕೆ ಕುರಿತು ರಾಜ್ಯ ಪೊಲೀಸ್ ಇಲಾಖೆ ತೀವ್ರ ನಿಗಾ ವಹಿಸಿದೆ. ಎನ್‌ಐಎ ಜೊತೆ ನಿಕಟ ಸಂಪರ್ಕದಲ್ಲಿ ಕಾರ್ಯನಿರ್ವಹಿಸುತ್ತಿದೆ ಎಂದು ಮುಖ್ಯಮಂತ್ರಿ ಬಸವರಾಜ ಬೊಮ್ಮಾಯಿ ತಿಳಿಸಿದ್ದಾರೆ. ಅಫ್ಘಾನಿಸ್ತಾನ ಬೆಳವಣಿಗೆಗಳ ಹಿನ್ನೆಲೆಯಲ್ಲಿ ರಾಜ್ಯದ ಕರಾವಳಿ ಪ್ರದೇಶದಲ್ಲಿ ಕಟ್ಟೆಚ್ಚರ ವಹಿಸಲಾಗಿದೆ. ಯಾವುದೇ ಅಹಿತಕರ ಘಟನೆ ನಡೆಯದಂತೆ ಪೊಲೀಸ್ ಇಲಾಖೆ ಕ್ರಮ ಕೈಗೊಂಡಿದೆ. ಗುಪ್ತಚರ ಮಾಹಿತಿ ಆಧರಿಸಿ ಶಂಕಿತರ ಮೇಲೆ ನಿಗಾ ಇರಿಸಲಾಗಿದೆ. bbox=[593, 766, 816, 892]
